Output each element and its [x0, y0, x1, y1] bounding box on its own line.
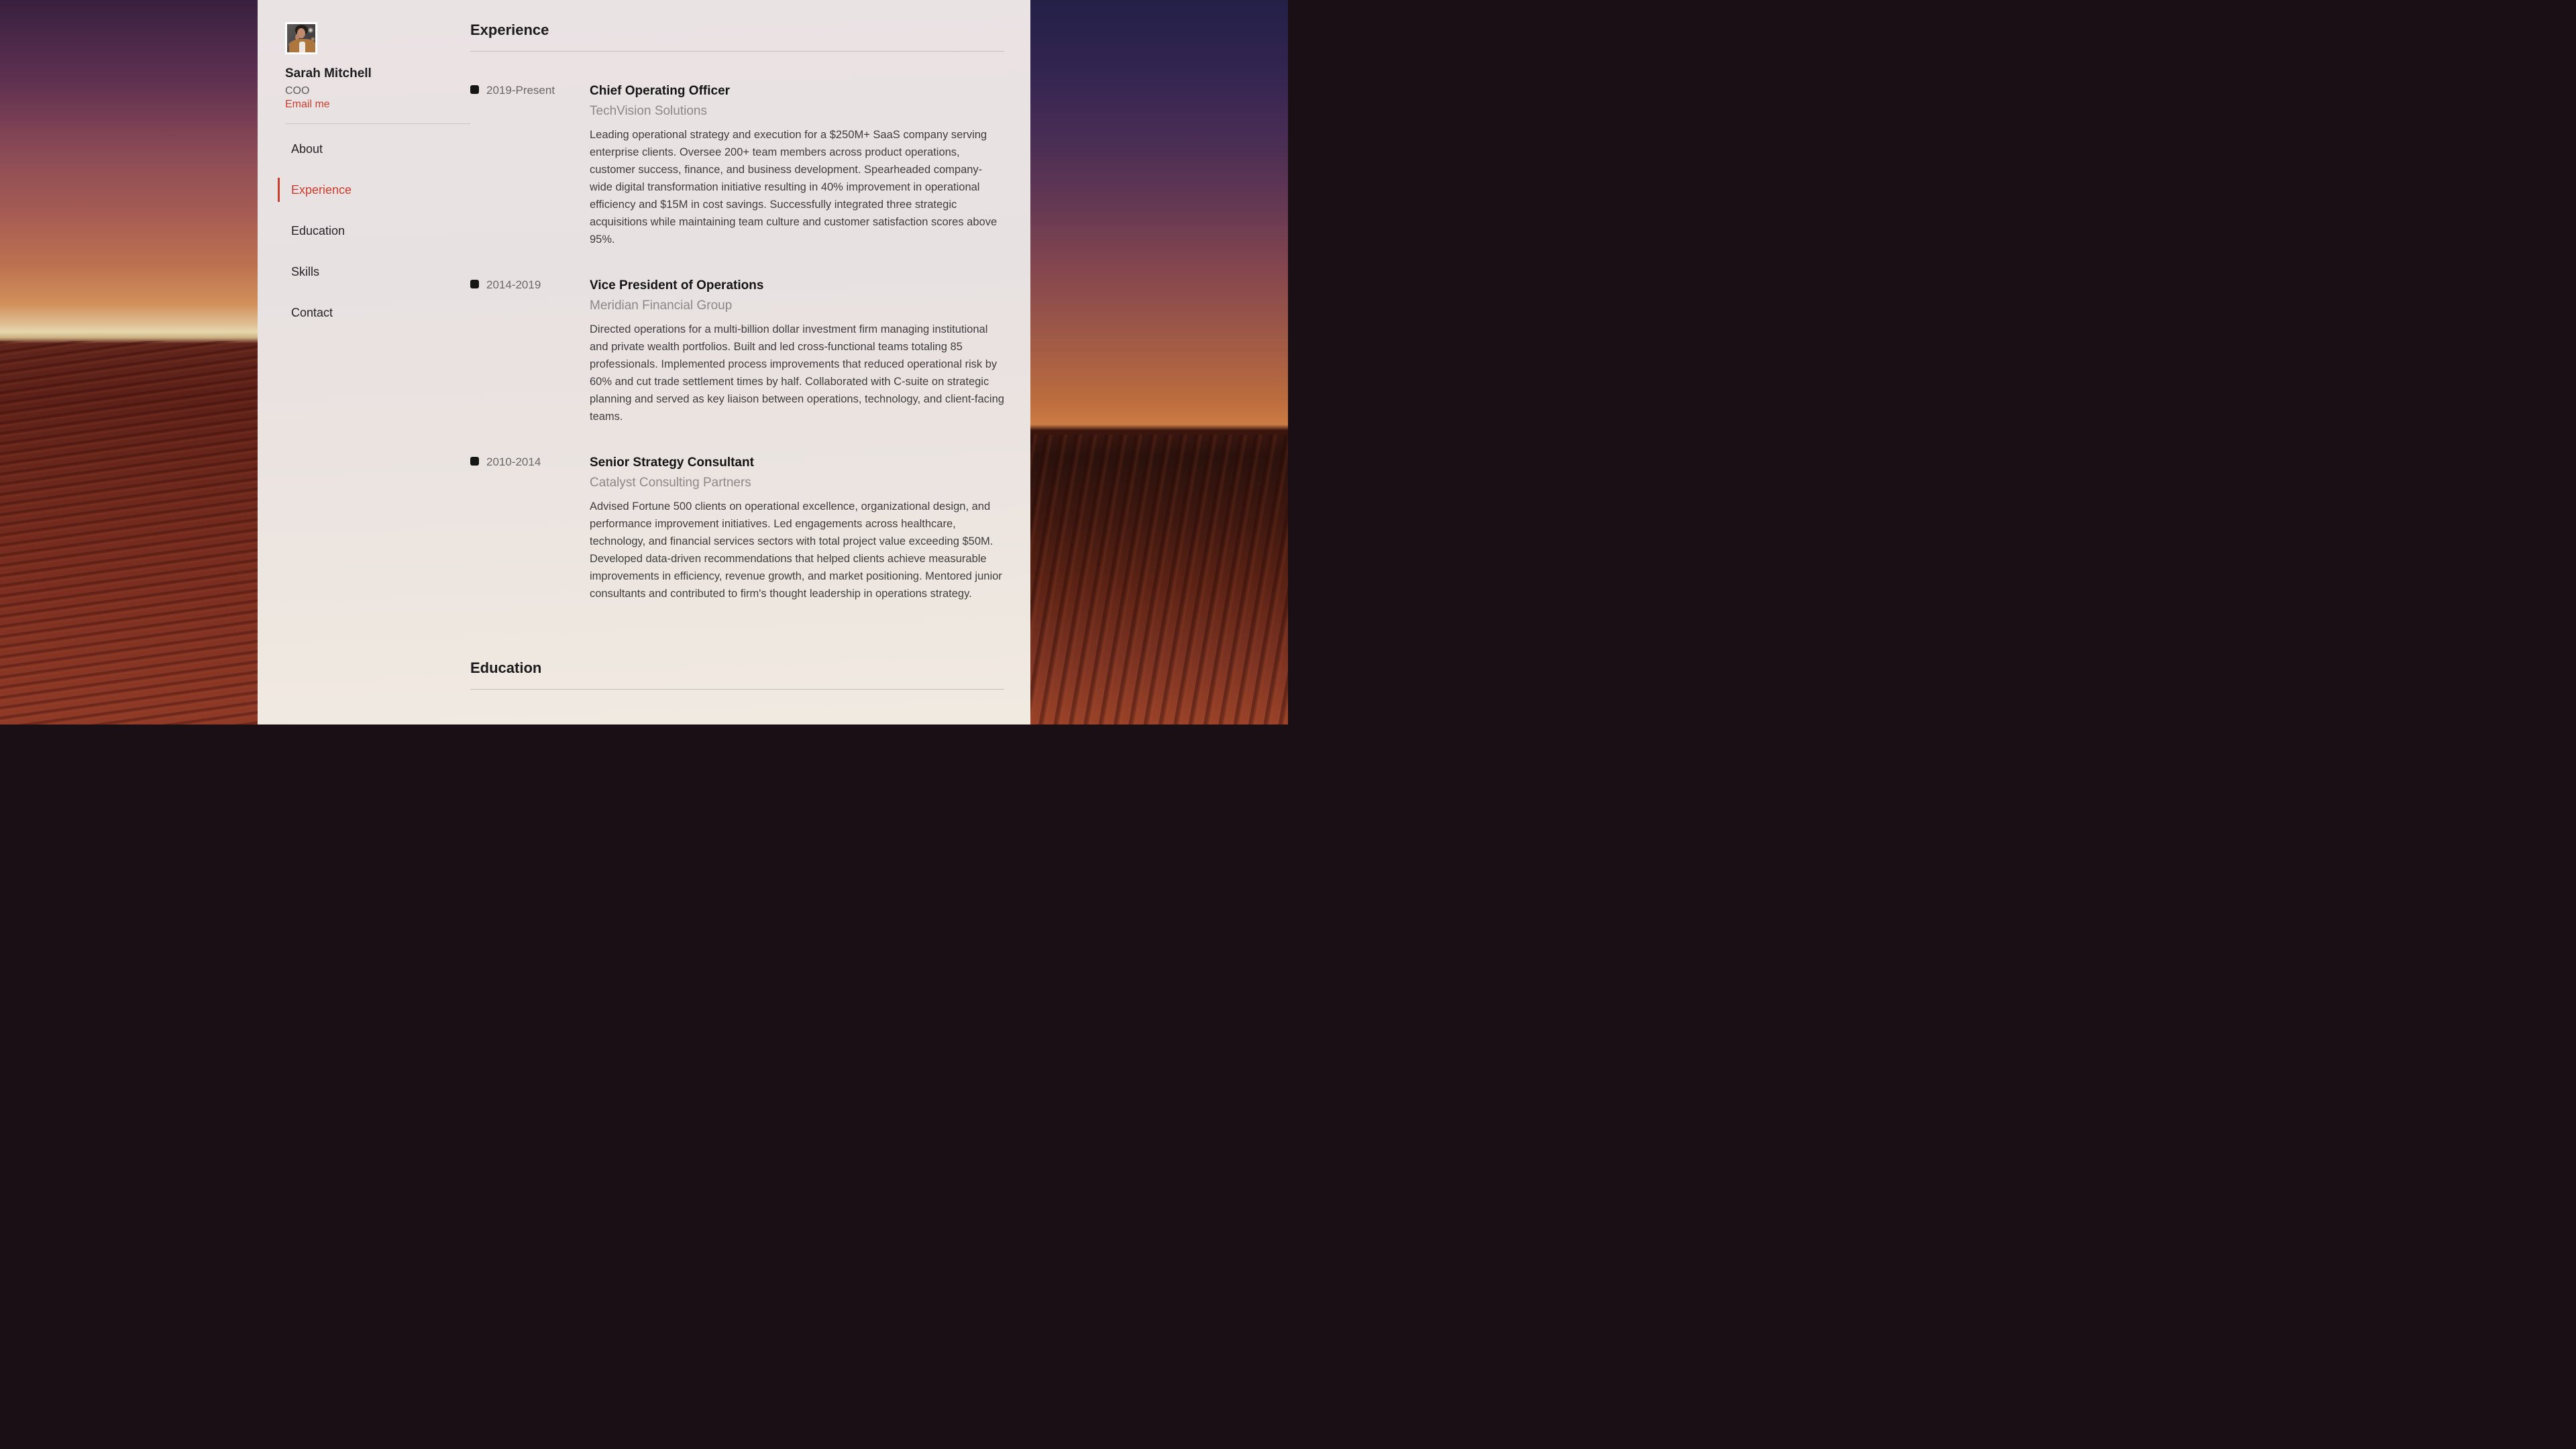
- education-section-title: Education: [470, 659, 542, 676]
- entry-body: [590, 455, 1004, 602]
- experience-entries: [470, 83, 1004, 602]
- entry-body: [590, 83, 1004, 248]
- entry-period-column: [470, 83, 590, 248]
- entry-company: Meridian Financial Group: [590, 299, 733, 313]
- sidebar-item-education[interactable]: Education: [291, 224, 345, 237]
- sidebar-divider: [285, 123, 470, 124]
- experience-entry: [470, 455, 1004, 602]
- experience-section-title: Experience: [470, 21, 549, 38]
- entry-period-column: [470, 455, 590, 602]
- person-name: Sarah Mitchell: [285, 66, 372, 80]
- timeline-square-icon: [470, 85, 479, 94]
- entry-description: Advised Fortune 500 clients on operational excellence, organizational design, and performance improvement initiatives. Led engagements across healthcare, technology, and financial services sectors with total project value exceeding $50M. Developed data-driven recommendations that helped clients achieve measurable improvements in efficiency, revenue growth, and market positioning. Mentored junior consultants and contributed to firm's thought leadership in operations strategy.: [590, 500, 1002, 600]
- sidebar-item-contact[interactable]: Contact: [291, 306, 333, 319]
- timeline-square-icon: [470, 280, 479, 288]
- entry-period: 2014-2019: [486, 278, 541, 291]
- experience-entry: [470, 83, 1004, 248]
- entry-period-column: [470, 278, 590, 425]
- sidebar-item-experience[interactable]: Experience: [291, 183, 352, 197]
- education-section: [470, 660, 1004, 690]
- bokeh-light: [309, 28, 313, 32]
- main-content: [470, 0, 1030, 724]
- resume-panel: [258, 0, 1030, 724]
- sidebar-item-about[interactable]: About: [291, 142, 323, 156]
- person-role: COO: [285, 85, 310, 97]
- sidebar-nav: [285, 142, 470, 320]
- section-divider: [470, 689, 1004, 690]
- profile-photo: [285, 22, 317, 54]
- entry-body: [590, 278, 1004, 425]
- entry-period: 2010-2014: [486, 455, 541, 468]
- experience-entry: [470, 278, 1004, 425]
- portrait-shirt: [299, 42, 305, 52]
- sidebar: [258, 0, 470, 724]
- timeline-square-icon: [470, 457, 479, 466]
- email-link[interactable]: Email me: [285, 99, 330, 110]
- entry-description: Leading operational strategy and execution for a $250M+ SaaS company serving enterprise clients. Oversee 200+ team members across product operations, customer success, finance, and business development. Spearheaded company-wide digital transformation initiative resulting in 40% improvement in operational efficiency and $15M in cost savings. Successfully integrated three strategic acquisitions while maintaining team culture and customer satisfaction scores above 95%.: [590, 129, 998, 246]
- entry-description: Directed operations for a multi-billion dollar investment firm managing institutional and private wealth portfolios. Built and led cross-functional teams totaling 85 professionals. Implemented process improvements that reduced operational risk by 60% and cut trade settlement times by half. Collaborated with C-suite on strategic planning and served as key liaison between operations, technology, and client-facing teams.: [590, 323, 1004, 423]
- sidebar-item-skills[interactable]: Skills: [291, 265, 320, 278]
- desert-sunset-background-right: [1030, 0, 1288, 724]
- entry-job-title: Chief Operating Officer: [590, 84, 731, 98]
- entry-company: Catalyst Consulting Partners: [590, 476, 751, 490]
- page: [0, 0, 1288, 724]
- entry-job-title: Senior Strategy Consultant: [590, 455, 754, 470]
- entry-period: 2019-Present: [486, 84, 555, 97]
- section-divider: [470, 51, 1004, 52]
- entry-company: TechVision Solutions: [590, 104, 707, 118]
- desert-sunset-background-left: [0, 0, 258, 724]
- entry-job-title: Vice President of Operations: [590, 278, 764, 292]
